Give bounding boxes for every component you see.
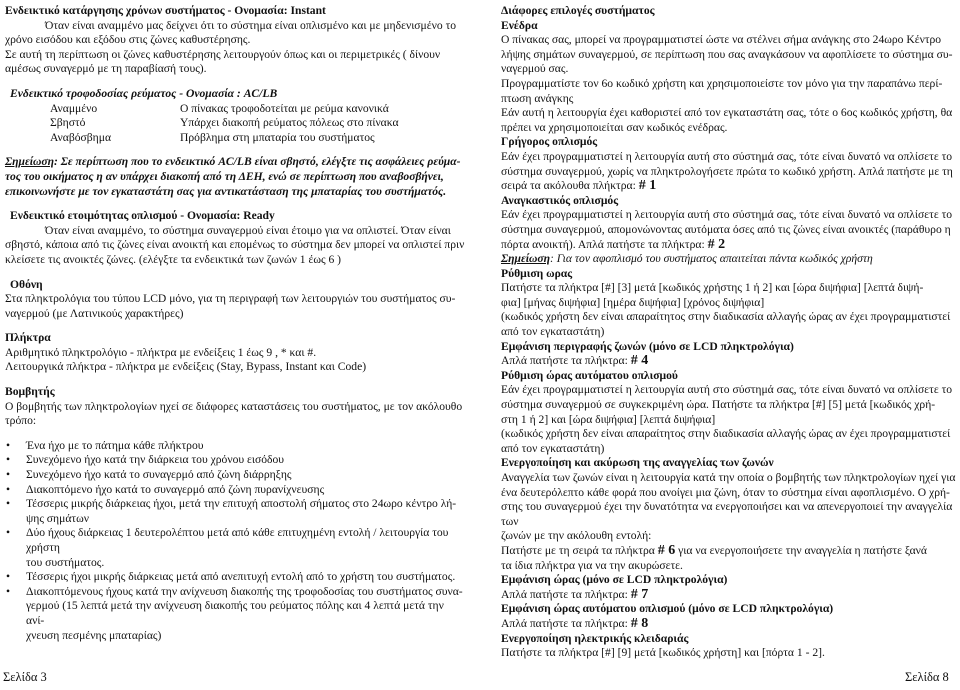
auto-arm-time-title: Εμφάνιση ώρας αυτόματου οπλισμού (μόνο σε LCD πληκτρολόγια) [501, 602, 834, 616]
key-sequence: # 6 [657, 542, 676, 558]
clock-setting-title: Ρύθμιση ωρας [501, 266, 573, 280]
ambush-text-line: λήψης σημάτων συναγερμού, σε περίπτωση που σας αναγκάσουν να αφοπλίσετε το σύστημα συ- [501, 47, 953, 61]
auto-arm-text-line: (κωδικός χρήστη δεν είναι απαραίτητος στην διαδικασία αλλαγής ώρας αν έχει προγραμματιστεί [501, 427, 951, 441]
list-item: • Τέσσερις μικρής διάρκειας ήχοι, μετά την επιτυχή αποστολή σήματος στο 24ωρο κέντρο λή- ψης σημάτων [5, 497, 465, 526]
buzzer-text-line: Ο βομβητής των πληκτρολογίων ηχεί σε διάφορες καταστάσεις του συστήματος, με τον ακόλουθο [5, 399, 463, 413]
chime-text-line: τα ίδια πλήκτρα για να την ακυρώσετε. [501, 558, 683, 572]
force-arm-text-line: σύστημα συναγερμού, απομονώνοντας αυτόματα όσες από τις ζώνες είναι ανοικτές (παράθυρο η [501, 222, 951, 236]
clock-text-line: από τον εγκαταστάτη) [501, 325, 605, 339]
force-arm-text-line: πόρτα ανοικτή). Απλά πατήστε τα πλήκτρα: # 2 [501, 236, 726, 252]
ambush-text-line: Ο πίνακας σας, μπορεί να προγραμματιστεί ώστε να στέλνει σήμα ανάγκης στο 24ωρο Κέντρο [501, 33, 942, 47]
auto-arm-title: Ρύθμιση ώρας αυτόματου οπλισμού [501, 368, 678, 382]
chime-text-line: Πατήστε με τη σειρά τα πλήκτρα # 6 για να ενεργοποιήσετε την αναγγελία η πατήστε ξανά [501, 542, 927, 558]
ready-text-line: Όταν είναι αναμμένο, το σύστημα συναγερμού είναι έτοιμο για να οπλιστεί. Όταν είναι [45, 223, 451, 237]
key-sequence: # 1 [638, 178, 657, 194]
ac-status-table [5, 102, 465, 146]
key-sequence: # 7 [630, 586, 649, 602]
list-item: • Διακοπτόμενους ήχους κατά την ανίχνευση διακοπής της τροφοδοσίας του συστήματος συνα- γερμού (15 λεπτά μετά την ανίχνευση διακοπής του ρεύματος πόλης και 4 λεπτά μετά την ανί- χνευση πεσμένης μπαταρίας) [5, 585, 465, 643]
right-page-number: Σελίδα 8 [905, 670, 949, 684]
ac-note-line: τος του οικήματος η αν υπάρχει διακοπή από τη ΔΕΗ, ενώ σε περίπτωση που αναβοσβήνει, [5, 169, 444, 183]
instant-text-line: Σε αυτή τη περίπτωση οι ζώνες καθυστέρησης λειτουργούν όπως και οι περιμετρικές ( δίνουν [5, 47, 441, 61]
list-item: • Συνεχόμενο ήχο κατά το συναγερμό από ζώνη διάρρηξης [5, 468, 465, 483]
ready-text-line: σβηστό, κάποια από τις ζώνες είναι ανοικτή και επομένως το σύστημα δεν μπορεί να οπλιστεί πριν [5, 238, 465, 252]
ac-state: Αναμμένο [50, 101, 98, 115]
ac-state-desc: Ο πίνακας τροφοδοτείται με ρεύμα κανονικά [180, 101, 389, 115]
left-column [5, 4, 465, 643]
screen-title: Οθόνη [10, 277, 43, 291]
ac-state-desc: Υπάρχει διακοπή ρεύματος πόλεως στο πίνακα [180, 116, 399, 130]
instant-text-line: αμέσως συναγερμό με τη παραβίασή τους). [5, 62, 207, 76]
list-item: • Τέσσερις ήχοι μικρής διάρκειας μετά από ανεπιτυχή εντολή από το χρήστη του συστήματος. [5, 570, 465, 585]
ac-indicator-title: Ενδεικτικό τροφοδοσίας ρεύματος - Ονομασία : AC/LB [10, 86, 278, 100]
chime-text-line: ζωνών με την ακόλουθη εντολή: [501, 529, 652, 543]
electric-lock-title: Ενεργοποίηση ηλεκτρικής κλειδαριάς [501, 631, 689, 645]
auto-arm-text-line: στη 1 ή 2] και [ώρα διψήφια] [λεπτά διψήφια] [501, 412, 716, 426]
buzzer-text-line: τρόπο: [5, 414, 37, 428]
ambush-text-line: Εάν αυτή η λειτουργία έχει καθοριστεί από τον εγκαταστάτη σας, τότε ο 6ος κωδικός χρήστη, θα [501, 106, 953, 120]
ac-state: Αναβόσβημα [50, 130, 112, 144]
zone-description-line: Απλά πατήστε τα πλήκτρα: # 4 [501, 353, 649, 369]
chime-text-line: Αναγγελία των ζωνών είναι η λειτουργία κατά την οποία ο βομβητής των πληκτρολογίων ηχεί για [501, 471, 956, 484]
force-arm-text-line: Εάν έχει προγραμματιστεί η λειτουργία αυτή στο σύστημά σας, τότε είναι δυνατό να οπλίσετε το [501, 208, 953, 222]
ambush-text-line: πρέπει να χρησιμοποιείται σαν κωδικός ενέδρας. [501, 120, 728, 134]
instant-text-line: χρόνο εισόδου και εξόδου στις ζώνες καθυστέρησης. [5, 33, 251, 47]
clock-text-line: (κωδικός χρήστη δεν είναι απαραίτητος στην διαδικασία αλλαγής ώρας αν έχει προγραμματιστεί [501, 310, 951, 324]
chime-text-line: ένα δευτερόλεπτο κάθε φορά που ανοίγει μια ζώνη, όταν το σύστημα είναι αφοπλισμένο. Ο χρή- [501, 485, 950, 499]
ambush-text-line: ναγερμού σας. [501, 62, 569, 76]
quick-arm-text-line: σύστημα συναγερμού, χωρίς να πληκτρολογήσετε πρώτα το κωδικό χρήστη. Απλά πατήστε με τη [501, 164, 953, 178]
electric-lock-line: Πατήστε τα πλήκτρα [#] [9] μετά [κωδικός χρήστη] και [πόρτα 1 - 2]. [501, 646, 825, 660]
key-sequence: # 4 [630, 353, 649, 369]
auto-arm-time-line: Απλά πατήστε τα πλήκτρα: # 8 [501, 615, 649, 631]
ac-note: Σημείωση: Σε περίπτωση που το ενδεικτικό AC/LB είναι σβηστό, ελέγξτε τις ασφάλειες ρεύμα- [5, 155, 461, 169]
ready-text-line: κλείσετε τις ανοικτές ζώνες. (ελέγξτε τα ενδεικτικά των ζωνών 1 έως 6 ) [5, 252, 342, 266]
keys-text-line: Λειτουργικά πλήκτρα - πλήκτρα με ενδείξεις (Stay, Bypass, Instant και Code) [5, 360, 367, 374]
quick-arm-title: Γρήγορος οπλισμός [501, 135, 598, 149]
note-label: Σημείωση [5, 155, 54, 169]
buzzer-list [5, 439, 465, 643]
instant-indicator-title: Ενδεικτικό κατάργησης χρόνων συστήματος - Ονομασία: Instant [5, 4, 326, 17]
quick-arm-text-line: Εάν έχει προγραμματιστεί η λειτουργία αυτή στο σύστημά σας, τότε είναι δυνατό να οπλίσετε το [501, 149, 953, 163]
list-item: • Δύο ήχους διάρκειας 1 δευτερολέπτου μετά από κάθε επιτυχημένη εντολή / λειτουργία του χρήστη του συστήματος. [5, 526, 465, 570]
ambush-text-line: Προγραμματίστε τον 6ο κωδικό χρήστη και χρησιμοποιείστε τον μόνο για την παραπάνω περί- [501, 76, 943, 90]
keys-text-line: Αριθμητικό πληκτρολόγιο - πλήκτρα με ενδείξεις 1 έως 9 , * και #. [5, 345, 317, 359]
chime-title: Ενεργοποίηση και ακύρωση της αναγγελίας των ζωνών [501, 456, 774, 470]
clock-text-line: Πατήστε τα πλήκτρα [#] [3] μετά [κωδικός χρήστης 1 ή 2] και [ώρα διψήφια] [λεπτά διψή- [501, 281, 924, 295]
key-sequence: # 8 [630, 615, 649, 631]
list-item: • Ένα ήχο με το πάτημα κάθε πλήκτρου [5, 439, 465, 454]
ambush-text-line: πτωση ανάγκης [501, 91, 574, 105]
ready-indicator-title: Ενδεικτικό ετοιμότητας οπλισμού - Ονομασία: Ready [10, 209, 275, 223]
right-column [501, 4, 956, 661]
ambush-title: Ενέδρα [501, 18, 538, 32]
ac-state-desc: Πρόβλημα στη μπαταρία του συστήματος [180, 130, 375, 144]
show-time-line: Απλά πατήστε τα πλήκτρα: # 7 [501, 586, 649, 602]
show-time-title: Εμφάνιση ώρας (μόνο σε LCD πληκτρολόγια) [501, 573, 728, 587]
auto-arm-text-line: Εάν έχει προγραμματιστεί η λειτουργία αυτή στο σύστημά σας, τότε είναι δυνατό να οπλίσετε το [501, 383, 953, 397]
zone-description-title: Εμφάνιση περιγραφής ζωνών (μόνο σε LCD πληκτρολόγια) [501, 339, 794, 353]
buzzer-title: Βομβητής [5, 385, 55, 399]
screen-text-line: ναγερμού (με Λατινικούς χαρακτήρες) [5, 306, 184, 320]
quick-arm-text-line: σειρά τα ακόλουθα πλήκτρα: # 1 [501, 178, 657, 194]
ac-state: Σβηστό [50, 116, 86, 130]
list-item: • Διακοπτόμενο ήχο κατά το συναγερμό από ζώνη πυρανίχνευσης [5, 483, 465, 498]
note-label: Σημείωση [501, 252, 550, 266]
options-title: Διάφορες επιλογές συστήματος [501, 4, 655, 17]
force-arm-title: Αναγκαστικός οπλισμός [501, 193, 619, 207]
auto-arm-text-line: σύστημα συναγερμού σε συγκεκριμένη ώρα. Πατήστε τα πλήκτρα [#] [5] μετά [κωδικός χρή- [501, 398, 936, 412]
clock-text-line: φια] [μήνας διψήφια] [ημέρα διψήφια] [χρόνος διψήφια] [501, 295, 765, 309]
chime-text-line: στης του συναγερμού έχει την δυνατότητα να ενεργοποιήσει και να απενεργοποιεί την αναγγελία των [501, 500, 953, 528]
ac-note-line: επικοινωνήστε με τον εγκαταστάτη σας για αντικατάσταση της μπαταρίας του συστήματός. [5, 184, 447, 198]
keys-title: Πλήκτρα [5, 331, 51, 345]
key-sequence: # 2 [707, 236, 726, 252]
instant-text-line: Όταν είναι αναμμένο μας δείχνει ότι το σύστημα είναι οπλισμένο και με μηδενισμένο το [45, 18, 457, 32]
screen-text-line: Στα πληκτρολόγια του τύπου LCD μόνο, για τη περιγραφή των λειτουργιών του συστήματος συ- [5, 292, 456, 306]
left-page-number: Σελίδα 3 [3, 670, 47, 684]
list-item: • Συνεχόμενο ήχο κατά την διάρκεια του χρόνου εισόδου [5, 453, 465, 468]
auto-arm-text-line: από τον εγκαταστάτη) [501, 441, 605, 455]
force-arm-note: Σημείωση: Για τον αφοπλισμό του συστήματος απαιτείται πάντα κωδικός χρήστη [501, 252, 873, 266]
